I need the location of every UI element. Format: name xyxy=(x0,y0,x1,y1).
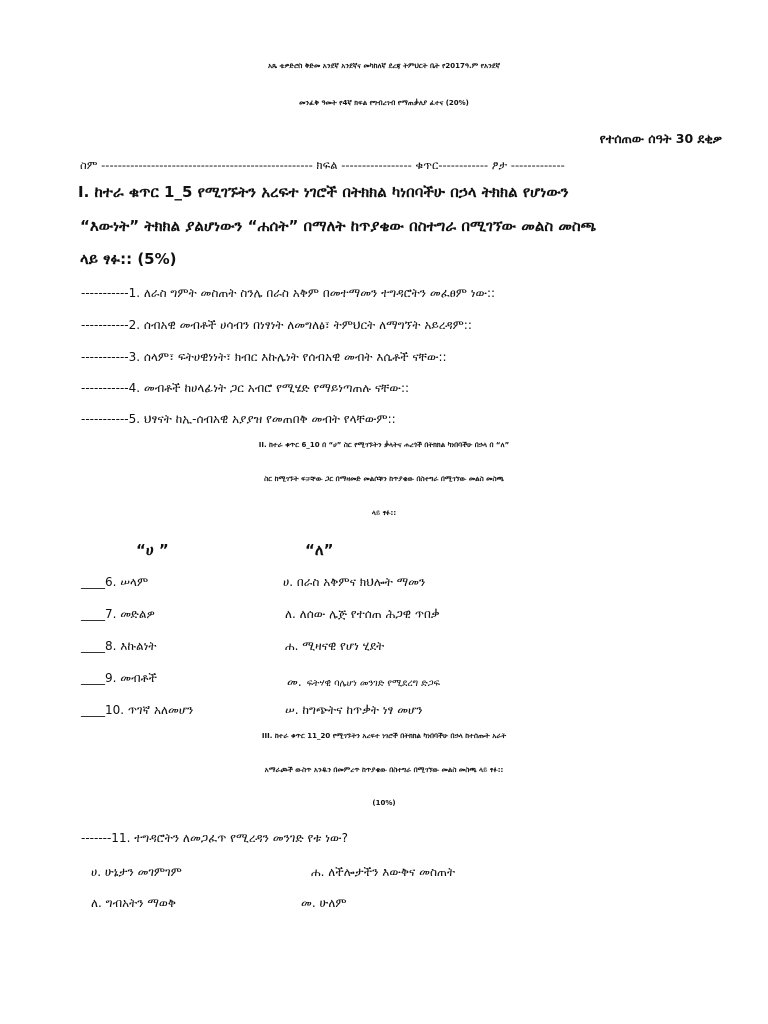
match-definition-d-text: ፍትሃዊ ባሌሆነ መንገድ የሚደረግ ድጋፍ xyxy=(306,678,440,689)
true-false-item-4: -----------4. መብቶች ከሀላፊነት ጋር አብሮ የሚሄድ የማይነጣጠሉ ናቸው:: xyxy=(81,381,410,395)
q11-option-c: ሐ. ለችሎታችን እውቅና መስጠት xyxy=(311,865,456,879)
section3-instruction-line1: III. ከተራ ቁጥር 11_20 የሚገኙትን አረፍተ ነገሮች በትክክል ካነበባችሁ በኃላ ከተሰጡት አራት xyxy=(261,732,507,740)
exam-title-line2: መንፈቅ ዓመት የ4ኛ ክፍል የግብረገብ የማጠቃለያ ፈተና (20%) xyxy=(299,99,469,107)
section1-instruction-line3: ላይ ፃፉ:: (5%) xyxy=(80,250,177,268)
section3-instruction-line3: (10%) xyxy=(372,799,396,807)
match-term-8: ____8. እኩልነት xyxy=(81,639,157,653)
match-term-10: ____10. ጥገኛ አለመሆን xyxy=(81,703,194,717)
exam-title-line1: አጼ ቴዎድሮስ ቅድመ አንደኛ አንደኛና መካከለኛ ደረጃ ትምህርት ቤት የ2017ዓ.ም የአንደኛ xyxy=(267,62,501,70)
student-info-row: ስም --------------------------------------------------- ክፍል ----------------- ቁጥር------------ ፆታ ------------- xyxy=(80,158,565,172)
match-definition-d xyxy=(287,671,440,690)
section1-instruction-line1: I. ከተራ ቁጥር 1_5 የሚገኙትን አረፍተ ነገሮች በትክክል ካነበባችሁ በኃላ ትክክል የሆነውን xyxy=(78,183,569,201)
match-term-6: ____6. ሠላም xyxy=(81,575,149,589)
true-false-item-5: -----------5. ህፃናት ከኢ-ሰብአዊ አያያዝ የመጠበቅ መብት የላቸውም:: xyxy=(81,412,396,426)
match-term-7: ____7. መድልዎ xyxy=(81,607,155,621)
q11-option-d: መ. ሁለም xyxy=(301,896,347,910)
true-false-item-3: -----------3. ሰላም፣ ፍትሀዊነነት፣ ክብር እኩሌነት የሰብአዊ መብት እሴቶች ናቸው:: xyxy=(81,350,447,364)
column-b-header: “ለ” xyxy=(305,541,334,559)
match-definition-e: ሠ. ከግጭትና ከጥቃት ነፃ መሆን xyxy=(285,703,423,717)
true-false-item-1: -----------1. ለራስ ግምት መስጠት ስንሌ በራስ አቅም በመተማመን ተግዳሮትን መፈፀም ነው:: xyxy=(81,286,496,300)
section2-instruction-line2: ስር ከሚገኙት ፍቻቸው ጋር በማዛመድ መልሶቹን ከጥያቄው በስተግራ በሚገኘው መልስ መስጫ xyxy=(264,475,504,483)
true-false-item-2: -----------2. ሰብአዊ መብቶች ሀሳብን በነፃነት ለመግለፅ፣ ትምህርት ለማግኘት አይረዳም:: xyxy=(81,318,472,332)
match-definition-d-prefix: መ. xyxy=(287,675,302,689)
match-definition-b: ለ. ለሰው ሌጅ የተሰጠ ሕጋዊ ጥበቃ xyxy=(285,607,440,621)
section2-instruction-line3: ላይ ፃፉ:: xyxy=(371,509,397,517)
question-11: -------11. ተግዳሮትን ለመጋፈጥ የሚረዳን መንገድ የቱ ነው? xyxy=(81,831,348,845)
q11-option-b: ለ. ግብአትን ማወቅ xyxy=(91,896,176,910)
column-a-header: “ሀ ” xyxy=(136,541,169,559)
section3-instruction-line2: አማራጮች ውስጥ አንዱን በመምረጥ ከጥያቄው በስተግራ በሚገኘው መልስ መስጫ ላይ ፃፉ:: xyxy=(264,766,504,774)
section2-instruction-line1: II. ከተራ ቁጥር 6_10 በ “ሀ” ስር የሚገኙትን ቃላትና ሐረጎች በትክክል ካነበባችሁ በኃላ በ “ለ” xyxy=(258,441,510,449)
match-definition-c: ሐ. ሚዛናዊ የሆነ ሂደት xyxy=(285,639,385,653)
match-definition-a: ሀ. በራስ አቅምና ክህሎት ማመን xyxy=(283,575,426,589)
time-allowed: የተሰጠው ሰዓት 30 ደቂቃ xyxy=(599,131,722,146)
match-term-9: ____9. መብቶች xyxy=(81,671,157,685)
section1-instruction-line2: “እውነት” ትክክል ያልሆነውን “ሐሰት” በማለት ከጥያቄው በስተግራ በሚገኘው መልስ መስጫ xyxy=(80,217,597,235)
q11-option-a: ሀ. ሁኔታን መገምገም xyxy=(91,865,182,879)
